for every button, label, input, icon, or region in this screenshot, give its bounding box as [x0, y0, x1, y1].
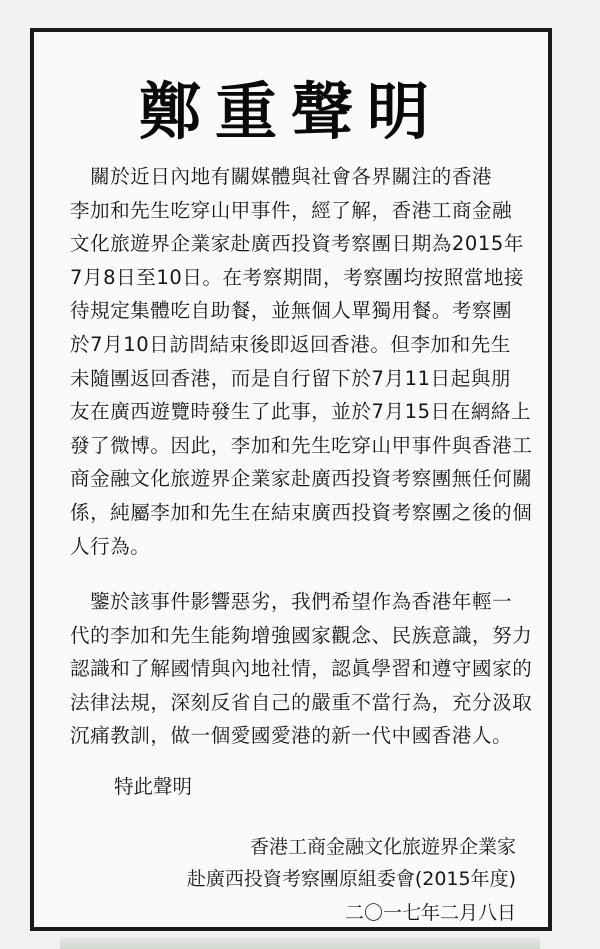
- paragraph-line: 待規定集體吃自助餐，並無個人單獨用餐。考察團: [70, 299, 513, 323]
- paragraph-line: 人行為。: [70, 534, 151, 558]
- paragraph-1: [70, 160, 533, 563]
- paragraph-line: 商金融文化旅遊界企業家赴廣西投資考察團無任何關: [70, 467, 533, 491]
- paragraph-line: 法律法規，深刻反省自己的嚴重不當行為，充分汲取: [70, 690, 533, 714]
- paragraph-line: 認識和了解國情與內地社情，認眞學習和遵守國家的: [70, 657, 533, 681]
- paragraph-line: 未隨團返回香港，而是自行留下於7月11日起與朋: [70, 366, 512, 390]
- closing-statement: 特此聲明: [114, 775, 193, 798]
- paragraph-line: 發了微博。因此，李加和先生吃穿山甲事件與香港工: [70, 433, 533, 457]
- paragraph-line: 係，純屬李加和先生在結束廣西投資考察團之後的個: [70, 500, 533, 524]
- paragraph-line: 於7月10日訪問結束後即返回香港。但李加和先生: [70, 332, 512, 356]
- paragraph-line: 沉痛教訓，做一個愛國愛港的新一代中國香港人。: [70, 724, 513, 748]
- paragraph-line: 關於近日內地有關媒體與社會各界關注的香港: [70, 165, 493, 188]
- paragraph-line: 文化旅遊界企業家赴廣西投資考察團日期為2015年: [70, 232, 525, 256]
- bottom-edge: [60, 937, 540, 949]
- signature-organization-line-2: 赴廣西投資考察團原組委會(2015年度): [186, 868, 516, 890]
- paragraph-line: 代的李加和先生能夠增強國家觀念、民族意識，努力: [70, 623, 533, 647]
- paragraph-2: [70, 585, 533, 753]
- paragraph-line: 鑒於該事件影響惡劣，我們希望作為香港年輕一: [70, 590, 513, 613]
- signature-date: 二〇一七年二月八日: [344, 902, 516, 924]
- paragraph-line: 友在廣西遊覽時發生了此事，並於7月15日在網絡上: [70, 400, 532, 424]
- paragraph-line: 李加和先生吃穿山甲事件，經了解，香港工商金融: [70, 198, 513, 222]
- signature-organization-line-1: 香港工商金融文化旅遊界企業家: [249, 836, 516, 858]
- notice-title: 鄭重聲明: [138, 75, 443, 148]
- paragraph-line: 7月8日至10日。在考察期間，考察團均按照當地接: [70, 265, 525, 289]
- notice-frame: [30, 28, 552, 931]
